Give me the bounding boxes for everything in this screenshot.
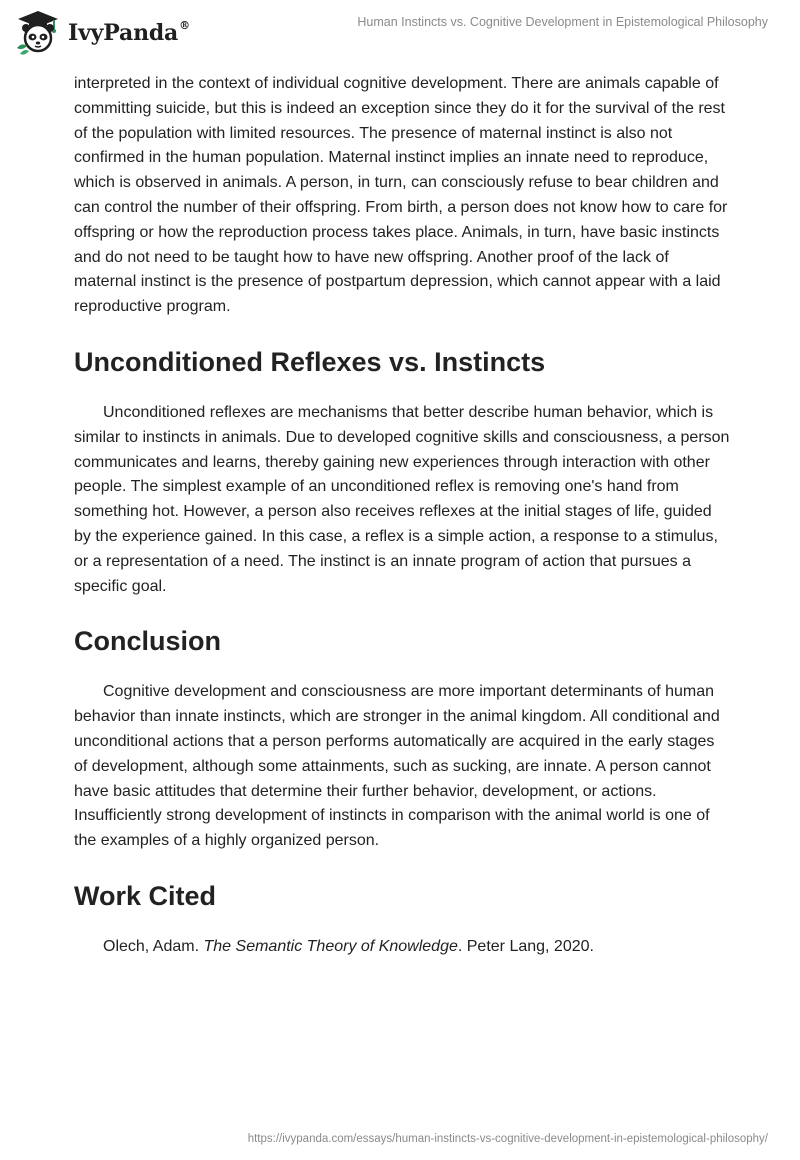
panda-graduate-icon [14,8,62,56]
citation-author: Olech, Adam. [103,937,204,955]
article-body [74,72,730,960]
document-title: Human Instincts vs. Cognitive Development in Epistemological Philosophy [357,15,768,29]
citation-publisher: . Peter Lang, 2020. [457,937,594,955]
brand-name: IvyPanda® [68,18,190,46]
citation-title: The Semantic Theory of Knowledge [203,937,458,955]
section-heading-reflexes: Unconditioned Reflexes vs. Instincts [74,346,546,377]
citation-entry [74,935,730,960]
conclusion-paragraph: Cognitive development and consciousness are more important determinants of human behavior than innate instincts, which are stronger in the animal kingdom. All conditional and unconditional actions that a person performs automatically are acquired in the early stages of development, although some attainments, such as sucking, are innate. A person cannot have basic attitudes that determine their further behavior, development, or actions. Insufficiently strong development of instincts in comparison with the animal world is one of the examples of a highly organized person. [74,683,720,850]
intro-paragraph: interpreted in the context of individual cognitive development. There are animals capable of committing suicide, but this is indeed an exception since they do it for the survival of the rest of the population with limited resources. The presence of maternal instinct is also not confirmed in the human population. Maternal instinct implies an innate need to reproduce, which is observed in animals. A person, in turn, can consciously refuse to bear children and can control the number of their offspring. From birth, a person does not know how to care for offspring or how the reproduction process takes place. Animals, in turn, have basic instincts and do not need to be taught how to have new offspring. Another proof of the lack of maternal instinct is the presence of postpartum depression, which cannot appear with a laid reproductive program. [74,75,728,316]
source-url[interactable]: https://ivypanda.com/essays/human-instincts-vs-cognitive-development-in-epistemological-philosophy/ [247,1133,768,1145]
ivypanda-logo[interactable] [14,8,190,56]
section-heading-work-cited: Work Cited [74,880,217,911]
reflexes-paragraph: Unconditioned reflexes are mechanisms that better describe human behavior, which is similar to instincts in animals. Due to developed cognitive skills and consciousness, a person communicates and learns, thereby gaining new experiences through interaction with other people. The simplest example of an unconditioned reflex is removing one's hand from something hot. However, a person also receives reflexes at the initial stages of life, guided by the experience gained. In this case, a reflex is a simple action, a response to a stimulus, or a representation of a need. The instinct is an innate program of action that pursues a specific goal. [74,403,730,595]
page-header [0,0,800,70]
section-heading-conclusion: Conclusion [74,626,221,657]
